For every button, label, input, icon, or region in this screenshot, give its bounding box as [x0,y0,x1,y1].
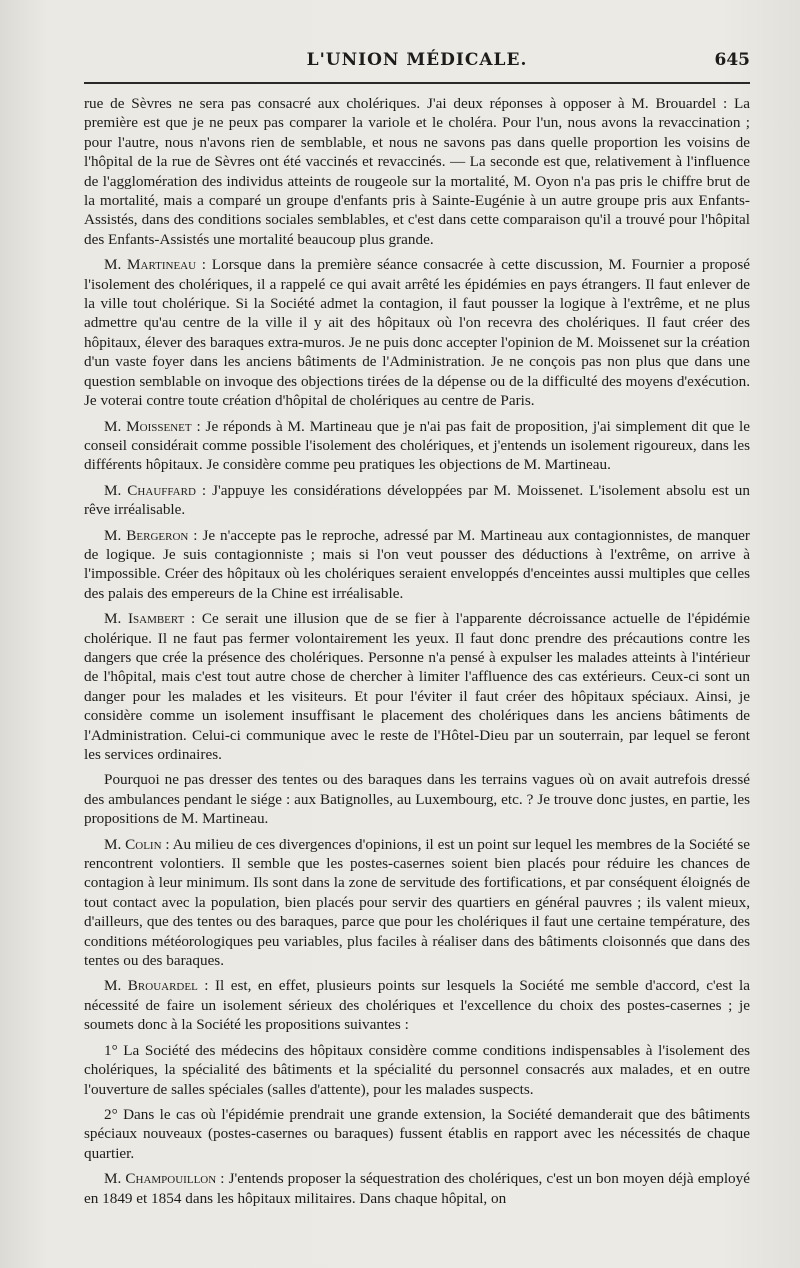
paragraph-text: Je n'accepte pas le reproche, adressé par M. Martineau aux contagionnistes, de manquer de logique. Je suis contagionniste ; mais si l'on veut pousser des déductions à l'extrême, on arrive à l'impossible. Créer des hôpitaux où les cholériques seraient enveloppés d'enceintes aussi multiples que celles des palais des empereurs de la Chine est irréalisable. [84,526,750,602]
speaker-name: M. Martineau : [104,256,206,274]
speaker-name: M. Isambert : [104,610,196,628]
page-number: 645 [714,50,750,70]
speaker-name: M. Champouillon : [104,1170,225,1188]
paragraph-text: rue de Sèvres ne sera pas consacré aux cholériques. J'ai deux réponses à opposer à M. Brouardel : La première est que je ne peux pas comparer la variole et le choléra. Pour l'un, nous avons la revaccination ; pour l'autre, nous n'avons rien de semblable, et nous ne savons pas dans quelle proportion les voisins de l'hôpital de la rue de Sèvres ont été vaccinés et revaccinés. — La seconde est que, relativement à l'influence de l'agglomération des individus atteints de rougeole sur la mortalité, M. Oyon n'a pas pris le chiffre brut de la mortalité, mais a comparé un groupe d'enfants pris à Sainte-Eugénie à un autre groupe pris aux Enfants-Assistés, dans des conditions sociales semblables, et c'est dans cette comparaison qu'il a trouvé pour l'hôpital des Enfants-Assistés une mortalité beaucoup plus grande. [84,95,750,248]
paragraph [84,835,750,971]
paragraph [84,255,750,410]
speaker-name: M. Chauffard : [104,481,207,499]
proposal-item [84,1105,750,1163]
paragraph [84,94,750,249]
paragraph [84,770,750,828]
paragraph [84,976,750,1034]
speaker-name: M. Brouardel : [104,977,209,995]
paragraph-text: Il est, en effet, plusieurs points sur lesquels la Société me semble d'accord, c'est la nécessité de faire un isolement sérieux des cholériques et l'excellence du choix des postes-casernes ; je soumets donc à la Société les propositions suivantes : [84,977,750,1034]
paragraph [84,526,750,604]
paragraph-text: 2° Dans le cas où l'épidémie prendrait une grande extension, la Société demanderait que des bâtiments spéciaux nouveaux (postes-casernes ou baraques) fussent établis en rapport avec les nécessités de chaque quartier. [84,1105,750,1162]
paragraph-text: Pourquoi ne pas dresser des tentes ou des baraques dans les terrains vagues où on avait autrefois dressé des ambulances pendant le siége : aux Batignolles, au Luxembourg, etc. ? Je trouve donc justes, en partie, les propositions de M. Martineau. [84,771,750,828]
article-body [84,94,750,1208]
page-header [84,48,750,84]
paragraph [84,417,750,475]
paragraph [84,1169,750,1208]
paragraph-text: Ce serait une illusion que de se fier à l'apparente décroissance actuelle de l'épidémie cholérique. Il ne faut pas fermer volontairement les yeux. Il faut donc prendre des précautions contre les dangers que crée la présence des cholériques. Personne n'a pensé à expulser les malades atteints à l'intérieur de l'hôpital, mais c'est tout autre chose de chercher à limiter l'affluence des cas extérieurs. Ceux-ci sont un danger pour les malades et les visiteurs. Et pour l'éviter il faut créer des hôpitaux spéciaux. Ainsi, je considère comme un isolement insuffisant le placement des cholériques dans les anciens bâtiments de l'Administration. Celui-ci communique avec le reste de l'Hôtel-Dieu par un souterrain, par lequel se feront les services ordinaires. [84,610,750,763]
paragraph [84,481,750,520]
paragraph-text: Je réponds à M. Martineau que je n'ai pas fait de proposition, j'ai simplement dit que le conseil considérait comme possible l'isolement des cholériques, et j'entends un isolement rigoureux, dans les différents hôpitaux. Je considère comme peu pratiques les objections de M. Martineau. [84,417,751,474]
paragraph-text: J'appuye les considérations développées par M. Moissenet. L'isolement absolu est un rêve irréalisable. [84,481,750,519]
paragraph-text: J'entends proposer la séquestration des cholériques, c'est un bon moyen déjà employé en 1849 et 1854 dans les hôpitaux militaires. Dans chaque hôpital, on [84,1170,750,1207]
speaker-name: M. Colin : [104,835,170,853]
speaker-name: M. Moissenet : [104,417,201,435]
paragraph-text: 1° La Société des médecins des hôpitaux considère comme conditions indispensables à l'isolement des cholériques, la spécialité des bâtiments et la spécialité du personnel consacrés aux malades, et en outre l'ouverture de salles spéciales (salles d'attente), pour les malades suspects. [84,1041,750,1098]
paragraph [84,609,750,764]
proposal-item [84,1041,750,1099]
paragraph-text: Lorsque dans la première séance consacrée à cette discussion, M. Fournier a proposé l'isolement des cholériques, il a rappelé ce qui avait arrêté les épidémies en pays étrangers. Il faut enlever de la ville tout cholérique. Si la Société admet la contagion, il faut pousser la logique à l'extrême, et ne plus admettre qu'au centre de la ville il y ait des hôpitaux où l'on recevra des cholériques. Il faut créer des hôpitaux, élever des baraques extra-muros. Je ne puis donc accepter l'opinion de M. Moissenet sur la création d'un vaste foyer dans les anciens bâtiments de l'Administration. Je ne conçois pas non plus que dans une question semblable on invoque des objections tirées de la dépense ou de la difficulté des moyens d'exécution. Je voterai contre toute création d'hôpital de cholériques au centre de Paris. [84,256,751,410]
speaker-name: M. Bergeron : [104,526,198,544]
paragraph-text: Au milieu de ces divergences d'opinions, il est un point sur lequel les membres de la Société se rencontrent volontiers. Il semble que les postes-casernes soient bien placés pour réduire les chances de contagion à leur minimum. Ils sont dans la zone de servitude des fortifications, et par conséquent éloignés de tout contact avec la population, bien placés pour servir des quartiers en général pauvres ; ils valent mieux, d'ailleurs, que des tentes ou des baraques, parce que pour les cholériques il faut une certaine température, des conditions météorologiques peu variables, plus faciles à réaliser dans des bâtiments cloisonnés que dans des tentes ou des baraques. [84,835,750,970]
journal-title: L'UNION MÉDICALE. [306,50,528,70]
